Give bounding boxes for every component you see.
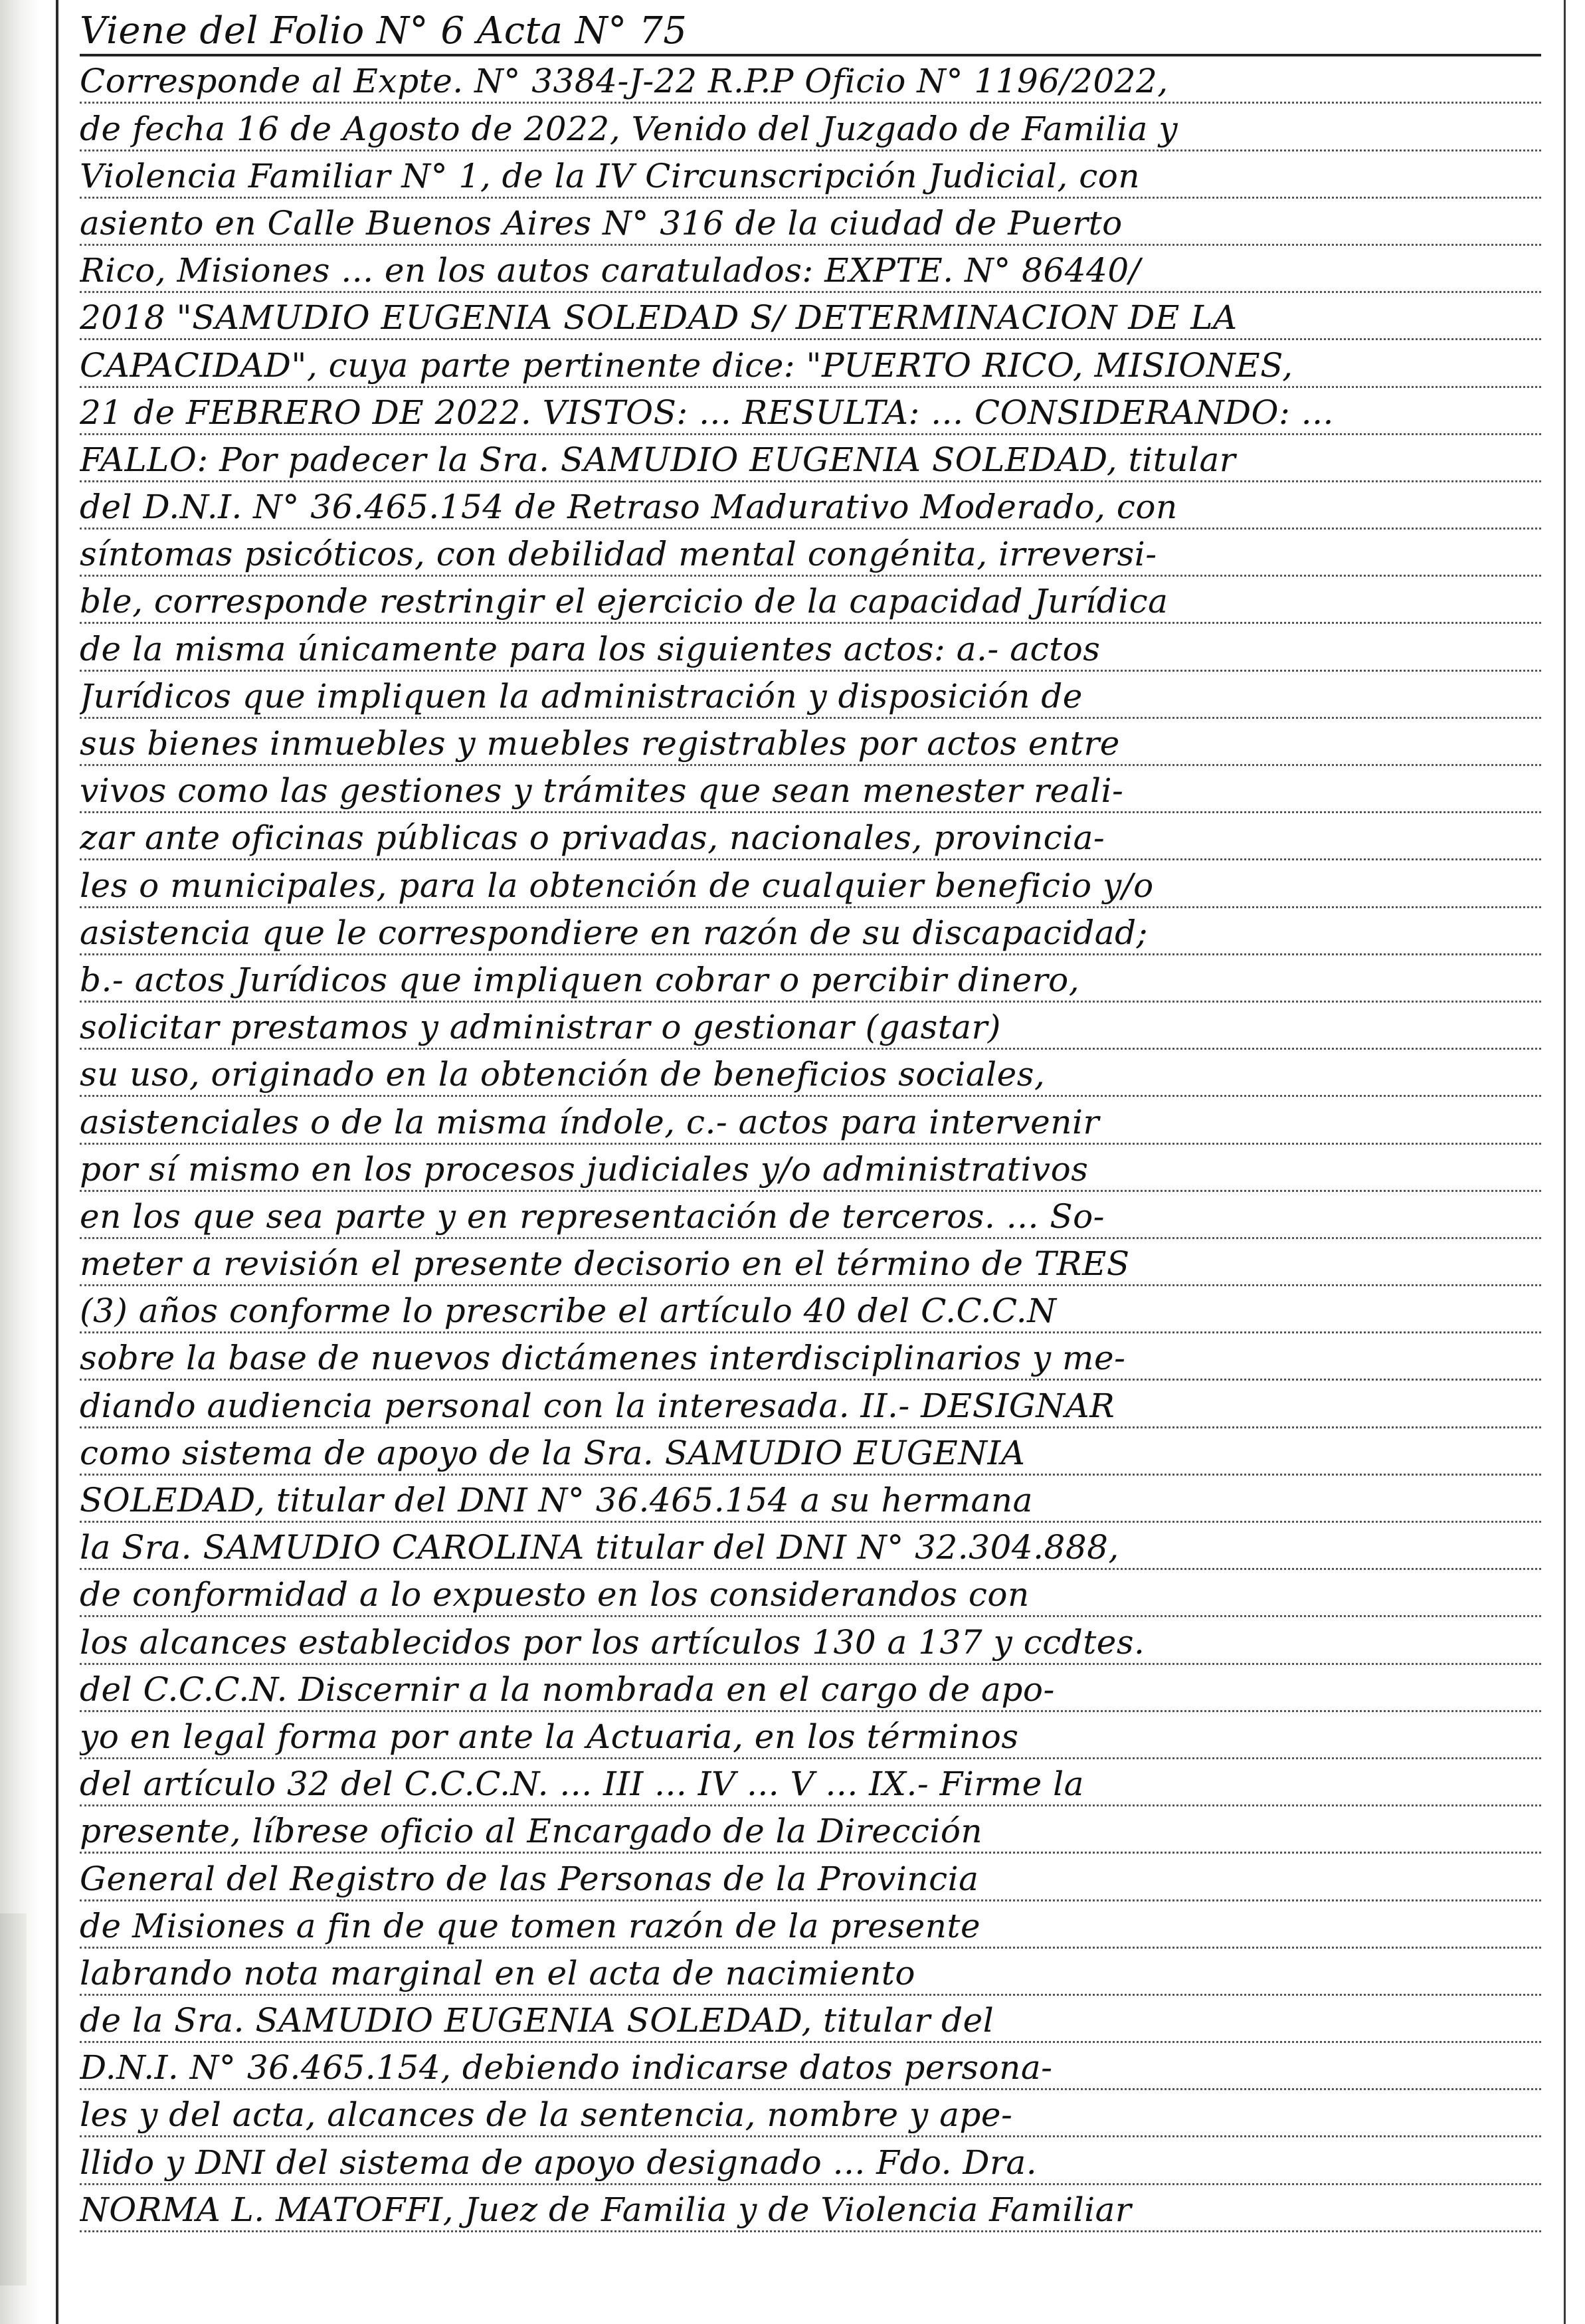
text-line [80, 151, 1541, 199]
text-line [80, 1570, 1541, 1617]
text-line [80, 2185, 1541, 2232]
line-text: b.- actos Jurídicos que impliquen cobrar o percibir dinero, [80, 960, 1080, 999]
text-line [80, 1854, 1541, 1901]
line-text: asiento en Calle Buenos Aires N° 316 de la ciudad de Puerto [80, 203, 1123, 242]
text-line [80, 2043, 1541, 2090]
line-text: síntomas psicóticos, con debilidad mental congénita, irreversi- [80, 535, 1157, 574]
text-line [80, 955, 1541, 1003]
line-text: asistencia que le correspondiere en razón de su discapacidad; [80, 913, 1148, 952]
line-text: les y del acta, alcances de la sentencia, nombre y ape- [80, 2095, 1013, 2135]
line-text: sus bienes inmuebles y muebles registrables por actos entre [80, 724, 1120, 763]
line-text: meter a revisión el presente decisorio en el término de TRES [80, 1244, 1130, 1284]
text-line [80, 435, 1541, 482]
text-line [80, 2090, 1541, 2137]
line-text: de conformidad a lo expuesto en los considerandos con [80, 1575, 1030, 1614]
line-text: diando audiencia personal con la interesada. II.- DESIGNAR [80, 1386, 1115, 1425]
text-line [80, 482, 1541, 530]
line-text: como sistema de apoyo de la Sra. SAMUDIO EUGENIA [80, 1433, 1026, 1472]
text-line [80, 1286, 1541, 1333]
line-text: NORMA L. MATOFFI, Juez de Familia y de Violencia Familiar [80, 2190, 1132, 2229]
text-line [80, 577, 1541, 624]
line-text: Jurídicos que impliquen la administración y disposición de [80, 676, 1083, 716]
line-text: del artículo 32 del C.C.C.N. ... III ... IV ... V ... IX.- Firme la [80, 1765, 1084, 1804]
text-line [80, 1901, 1541, 1949]
text-line [80, 388, 1541, 435]
line-text: 2018 "SAMUDIO EUGENIA SOLEDAD S/ DETERMINACION DE LA [80, 298, 1238, 338]
page-edge-strip [0, 1913, 27, 2285]
line-text: SOLEDAD, titular del DNI N° 36.465.154 a su hermana [80, 1481, 1033, 1519]
text-line [80, 1759, 1541, 1806]
text-line [80, 1050, 1541, 1097]
line-text: zar ante oficinas públicas o privadas, nacionales, provincia- [80, 819, 1105, 858]
line-text: asistenciales o de la misma índole, c.- actos para intervenir [80, 1102, 1099, 1141]
line-text: yo en legal forma por ante la Actuaria, en los términos [80, 1717, 1019, 1756]
line-text: del C.C.C.N. Discernir a la nombrada en el cargo de apo- [80, 1670, 1055, 1709]
text-line [80, 766, 1541, 813]
text-line [80, 1003, 1541, 1050]
text-line [80, 1239, 1541, 1286]
line-text: CAPACIDAD", cuya parte pertinente dice: "PUERTO RICO, MISIONES, [80, 345, 1293, 385]
line-text: Rico, Misiones ... en los autos caratulados: EXPTE. N° 86440/ [80, 251, 1141, 290]
text-line [80, 56, 1541, 104]
right-margin-rule [1564, 0, 1566, 2324]
line-text: de fecha 16 de Agosto de 2022, Venido del Juzgado de Familia y [80, 109, 1178, 148]
text-line [80, 908, 1541, 955]
line-text: del D.N.I. N° 36.465.154 de Retraso Madurativo Moderado, con [80, 488, 1178, 527]
line-text: presente, líbrese oficio al Encargado de la Dirección [80, 1812, 983, 1851]
text-line [80, 1949, 1541, 1996]
line-text: les o municipales, para la obtención de cualquier beneficio y/o [80, 866, 1154, 905]
text-line [80, 624, 1541, 671]
line-text: solicitar prestamos y administrar o gestionar (gastar) [80, 1008, 1001, 1047]
text-line [80, 1192, 1541, 1239]
line-text: Violencia Familiar N° 1, de la IV Circunscripción Judicial, con [80, 156, 1141, 195]
line-text: vivos como las gestiones y trámites que sean menester reali- [80, 771, 1124, 811]
handwritten-text-block [80, 9, 1541, 2232]
line-text: labrando nota marginal en el acta de nacimiento [80, 1953, 915, 1992]
text-line [80, 104, 1541, 151]
folio-header: Viene del Folio N° 6 Acta N° 75 [80, 9, 688, 53]
text-line [80, 1523, 1541, 1570]
text-line [80, 199, 1541, 246]
text-line [80, 1476, 1541, 1523]
line-text: ble, corresponde restringir el ejercicio de la capacidad Jurídica [80, 582, 1168, 621]
line-text: de la Sra. SAMUDIO EUGENIA SOLEDAD, titular del [80, 2001, 994, 2040]
text-line [80, 1381, 1541, 1428]
line-text: D.N.I. N° 36.465.154, debiendo indicarse datos persona- [80, 2048, 1053, 2087]
text-line [80, 813, 1541, 860]
line-text: los alcances establecidos por los artículos 130 a 137 y ccdtes. [80, 1622, 1145, 1662]
text-line [80, 246, 1541, 293]
line-text: la Sra. SAMUDIO CAROLINA titular del DNI N° 32.304.888, [80, 1528, 1119, 1567]
text-line [80, 1665, 1541, 1712]
line-text: Corresponde al Expte. N° 3384-J-22 R.P.P Oficio N° 1196/2022, [80, 62, 1168, 101]
line-text: sobre la base de nuevos dictámenes interdisciplinarios y me- [80, 1339, 1126, 1378]
margin-rule [56, 0, 58, 2324]
text-line [80, 2137, 1541, 2184]
text-line [80, 293, 1541, 340]
text-line [80, 860, 1541, 908]
text-line [80, 1617, 1541, 1664]
text-line [80, 1806, 1541, 1854]
line-text: por sí mismo en los procesos judiciales y/o administrativos [80, 1149, 1089, 1189]
line-text: 21 de FEBRERO DE 2022. VISTOS: ... RESULTA: ... CONSIDERANDO: ... [80, 393, 1334, 432]
text-line [80, 1097, 1541, 1144]
text-line [80, 719, 1541, 766]
line-text: llido y DNI del sistema de apoyo designado ... Fdo. Dra. [80, 2143, 1038, 2182]
line-text: su uso, originado en la obtención de beneficios sociales, [80, 1055, 1046, 1094]
folio-header-line [80, 9, 1541, 56]
text-line [80, 1996, 1541, 2043]
text-line [80, 1145, 1541, 1192]
text-line [80, 340, 1541, 387]
text-line [80, 530, 1541, 577]
line-text: (3) años conforme lo prescribe el artículo 40 del C.C.C.N [80, 1292, 1057, 1331]
text-line [80, 1428, 1541, 1476]
line-text: en los que sea parte y en representación de terceros. ... So- [80, 1197, 1105, 1236]
text-line [80, 672, 1541, 719]
text-line [80, 1333, 1541, 1381]
line-text: FALLO: Por padecer la Sra. SAMUDIO EUGENIA SOLEDAD, titular [80, 440, 1236, 479]
line-text: de la misma únicamente para los siguientes actos: a.- actos [80, 629, 1101, 668]
line-text: General del Registro de las Personas de la Provincia [80, 1859, 979, 1898]
text-line [80, 1712, 1541, 1759]
line-text: de Misiones a fin de que tomen razón de la presente [80, 1906, 981, 1945]
document-body [80, 56, 1541, 2232]
